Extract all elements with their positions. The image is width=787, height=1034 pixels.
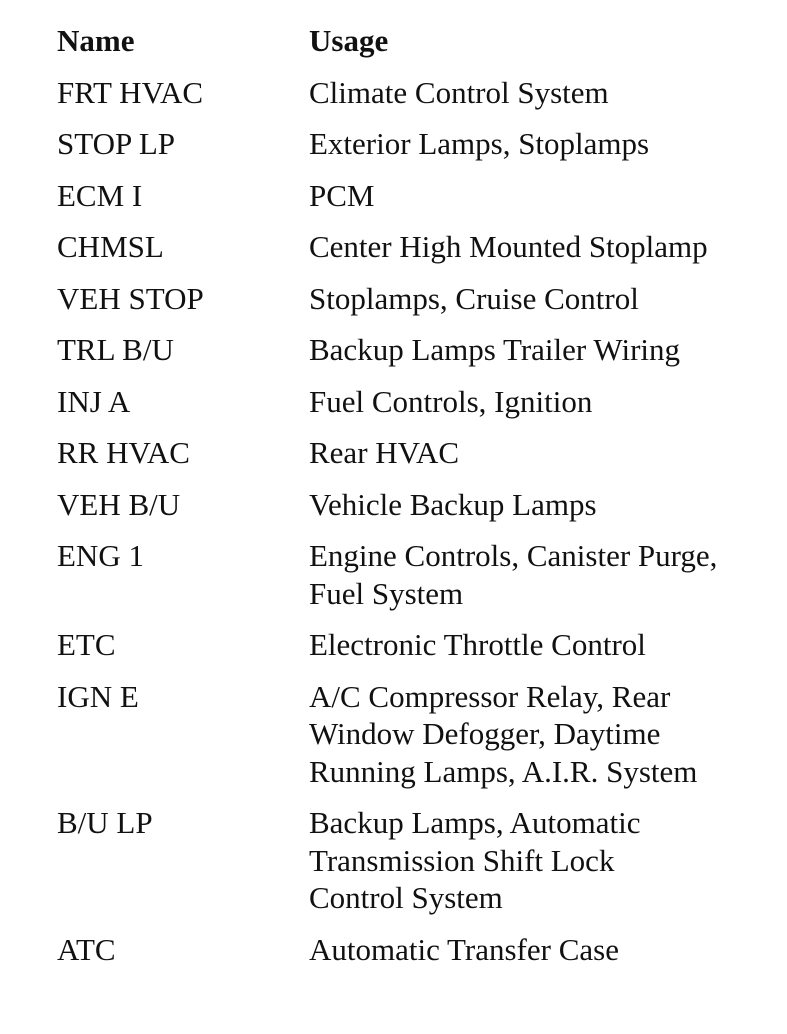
fuse-name-cell: ETC xyxy=(57,627,116,662)
name-column-header: Name xyxy=(57,23,135,58)
table-row xyxy=(57,931,777,983)
fuse-usage-cell: Rear HVAC xyxy=(309,435,460,470)
fuse-usage-cell: Automatic Transfer Case xyxy=(309,931,619,967)
table-row xyxy=(57,434,777,486)
table-row xyxy=(57,74,777,126)
table-header xyxy=(57,22,777,74)
fuse-name-cell: IGN E xyxy=(57,678,139,714)
fuse-usage-cell: Engine Controls, Canister Purge, Fuel System xyxy=(309,538,718,611)
fuse-name-cell: B/U LP xyxy=(57,805,153,840)
fuse-usage-cell: Stoplamps, Cruise Control xyxy=(309,280,639,316)
table-row xyxy=(57,678,777,805)
table-row xyxy=(57,280,777,332)
usage-column-header: Usage xyxy=(309,23,389,58)
fuse-usage-cell: PCM xyxy=(309,177,375,213)
fuse-usage-cell: Climate Control System xyxy=(309,74,609,110)
fuse-name-cell: CHMSL xyxy=(57,229,164,264)
fuse-usage-cell: Backup Lamps, Automatic Transmission Shift Lock Control System xyxy=(309,805,641,915)
table-row xyxy=(57,331,777,383)
fuse-usage-cell: Center High Mounted Stoplamp xyxy=(309,229,708,264)
table-row xyxy=(57,626,777,678)
table-row xyxy=(57,804,777,931)
fuse-name-cell: ENG 1 xyxy=(57,538,144,573)
fuse-usage-cell: Backup Lamps Trailer Wiring xyxy=(309,332,681,367)
fuse-name-cell: FRT HVAC xyxy=(57,74,204,110)
fuse-name-cell: STOP LP xyxy=(57,126,176,161)
table-row xyxy=(57,486,777,538)
fuse-usage-cell: Electronic Throttle Control xyxy=(309,627,646,662)
table-row xyxy=(57,537,777,626)
fuse-usage-cell: Exterior Lamps, Stoplamps xyxy=(309,126,650,161)
fuse-usage-table xyxy=(57,22,777,982)
table-row xyxy=(57,383,777,435)
fuse-name-cell: RR HVAC xyxy=(57,435,190,470)
fuse-name-cell: ECM I xyxy=(57,177,143,213)
fuse-name-cell: VEH B/U xyxy=(57,486,181,522)
table-row xyxy=(57,177,777,229)
table-body xyxy=(57,74,777,983)
fuse-name-cell: ATC xyxy=(57,931,116,967)
table-row xyxy=(57,125,777,177)
table-row xyxy=(57,228,777,280)
fuse-name-cell: TRL B/U xyxy=(57,332,174,367)
fuse-name-cell: VEH STOP xyxy=(57,280,204,316)
header-row xyxy=(57,22,777,74)
fuse-usage-cell: Vehicle Backup Lamps xyxy=(309,486,597,522)
fuse-usage-cell: Fuel Controls, Ignition xyxy=(309,383,593,419)
fuse-name-cell: INJ A xyxy=(57,383,131,419)
fuse-usage-cell: A/C Compressor Relay, Rear Window Defogger, Daytime Running Lamps, A.I.R. System xyxy=(309,678,698,789)
